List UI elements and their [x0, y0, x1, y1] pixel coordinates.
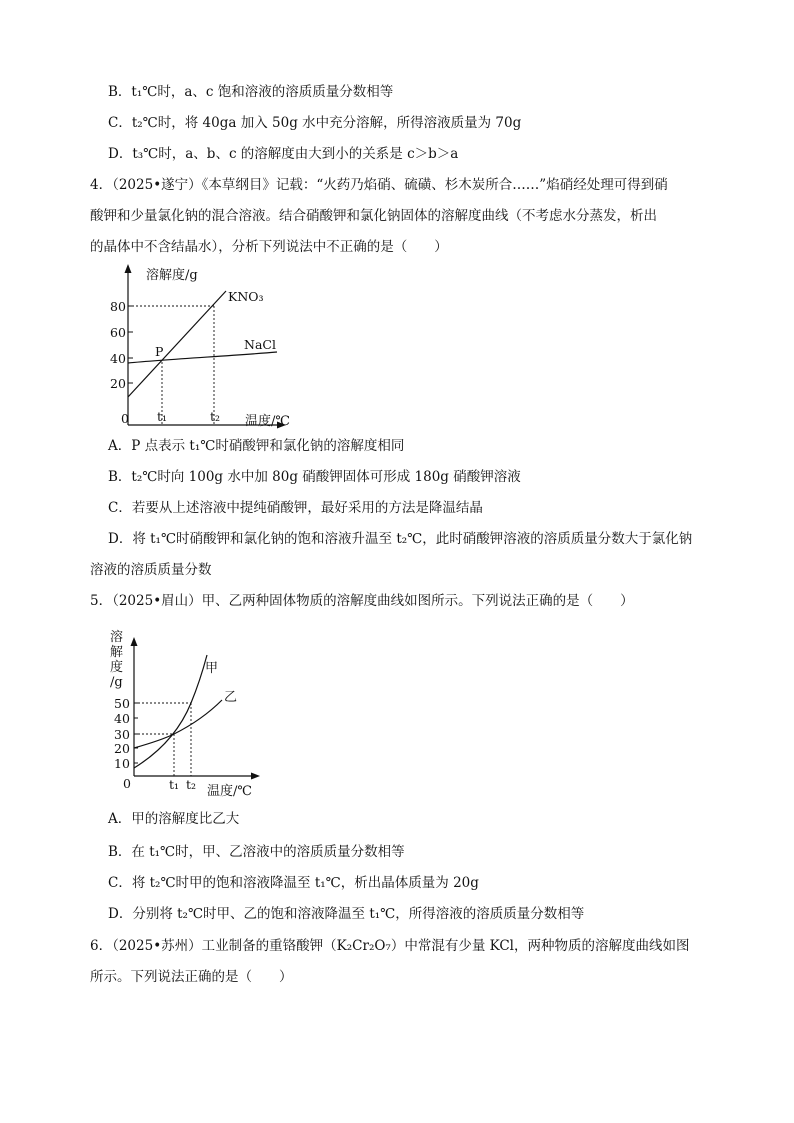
q5-ylabel-2: 解 — [110, 645, 124, 660]
q5-origin: 0 — [123, 776, 131, 791]
q4-option-a: A．P 点表示 t₁℃时硝酸钾和氯化钠的溶解度相同 — [108, 438, 405, 454]
q6-stem-line-2: 所示。下列说法正确的是（ ） — [90, 969, 293, 985]
q5-ytick-20: 20 — [114, 741, 130, 756]
q5-x-axis-arrow — [251, 773, 260, 780]
q5-ylabel-4: /g — [110, 675, 123, 690]
q5-option-a: A．甲的溶解度比乙大 — [108, 811, 240, 827]
q5-stem: 5．（2025•眉山）甲、乙两种固体物质的溶解度曲线如图所示。下列说法正确的是（ ） — [90, 593, 634, 609]
q4-ytick-80: 80 — [110, 299, 126, 314]
q5-ytick-40: 40 — [114, 711, 130, 726]
q5-option-d: D．分别将 t₂℃时甲、乙的饱和溶液降温至 t₁℃，所得溶液的溶质质量分数相等 — [108, 906, 585, 922]
q5-option-b: B．在 t₁℃时，甲、乙溶液中的溶质质量分数相等 — [108, 844, 405, 860]
q3-option-d: D．t₃℃时，a、b、c 的溶解度由大到小的关系是 c＞b＞a — [108, 146, 459, 162]
q4-stem-line-2: 酸钾和少量氯化钠的混合溶液。结合硝酸钾和氯化钠固体的溶解度曲线（不考虑水分蒸发，析出 — [90, 208, 657, 224]
q5-jia-curve — [134, 655, 207, 768]
q5-ylabel-1: 溶 — [110, 630, 124, 645]
q4-x-label: 温度/℃ — [245, 414, 290, 429]
q4-option-b: B．t₂℃时向 100g 水中加 80g 硝酸钾固体可形成 180g 硝酸钾溶液 — [108, 469, 521, 485]
q5-x-label: 温度/℃ — [207, 784, 252, 799]
q4-ytick-60: 60 — [110, 325, 126, 340]
q4-option-c: C．若要从上述溶液中提纯硝酸钾，最好采用的方法是降温结晶 — [108, 500, 483, 516]
q5-xtick-t2: t₂ — [186, 777, 197, 792]
q3-option-b: B．t₁℃时，a、c 饱和溶液的溶质质量分数相等 — [108, 84, 394, 100]
q5-series-jia: 甲 — [205, 661, 219, 676]
q4-option-d-line-1: D．将 t₁℃时硝酸钾和氯化钠的饱和溶液升温至 t₂℃，此时硝酸钾溶液的溶质质量分数大于氯化钠 — [108, 531, 693, 547]
q5-option-c: C．将 t₂℃时甲的饱和溶液降温至 t₁℃，析出晶体质量为 20g — [108, 875, 479, 891]
q4-xtick-t1: t₁ — [157, 409, 168, 424]
q3-option-c: C．t₂℃时，将 40ga 加入 50g 水中充分溶解，所得溶液质量为 70g — [108, 115, 522, 131]
q5-ytick-50: 50 — [114, 696, 130, 711]
q6-stem-line-1: 6．（2025•苏州）工业制备的重铬酸钾（K₂Cr₂O₇）中常混有少量 KCl，两种物质的溶解度曲线如图 — [90, 938, 690, 954]
q5-yi-curve — [134, 700, 222, 748]
q4-ytick-20: 20 — [110, 376, 126, 391]
q5-xtick-t1: t₁ — [169, 777, 180, 792]
q4-stem-line-1: 4．（2025•遂宁）《本草纲目》记载：“火药乃焰硝、硫磺、杉木炭所合……”焰硝经处理可得到硝 — [90, 177, 668, 193]
q4-series-nacl: NaCl — [244, 337, 276, 352]
q4-origin: 0 — [121, 411, 129, 426]
q5-ytick-10: 10 — [114, 756, 130, 771]
q4-stem-line-3: 的晶体中不含结晶水），分析下列说法中不正确的是（ ） — [90, 239, 448, 255]
q4-xtick-t2: t₂ — [210, 409, 221, 424]
q5-ytick-30: 30 — [114, 727, 130, 742]
q5-ylabel-3: 度 — [110, 660, 124, 675]
q4-y-label: 溶解度/g — [146, 268, 198, 283]
q4-series-kno3: KNO₃ — [228, 289, 264, 304]
q5-series-yi: 乙 — [224, 690, 238, 705]
q4-point-p: P — [155, 344, 164, 359]
q4-ytick-40: 40 — [110, 351, 126, 366]
q5-y-axis-arrow — [131, 637, 138, 646]
q4-option-d-line-2: 溶液的溶质质量分数 — [90, 562, 212, 578]
